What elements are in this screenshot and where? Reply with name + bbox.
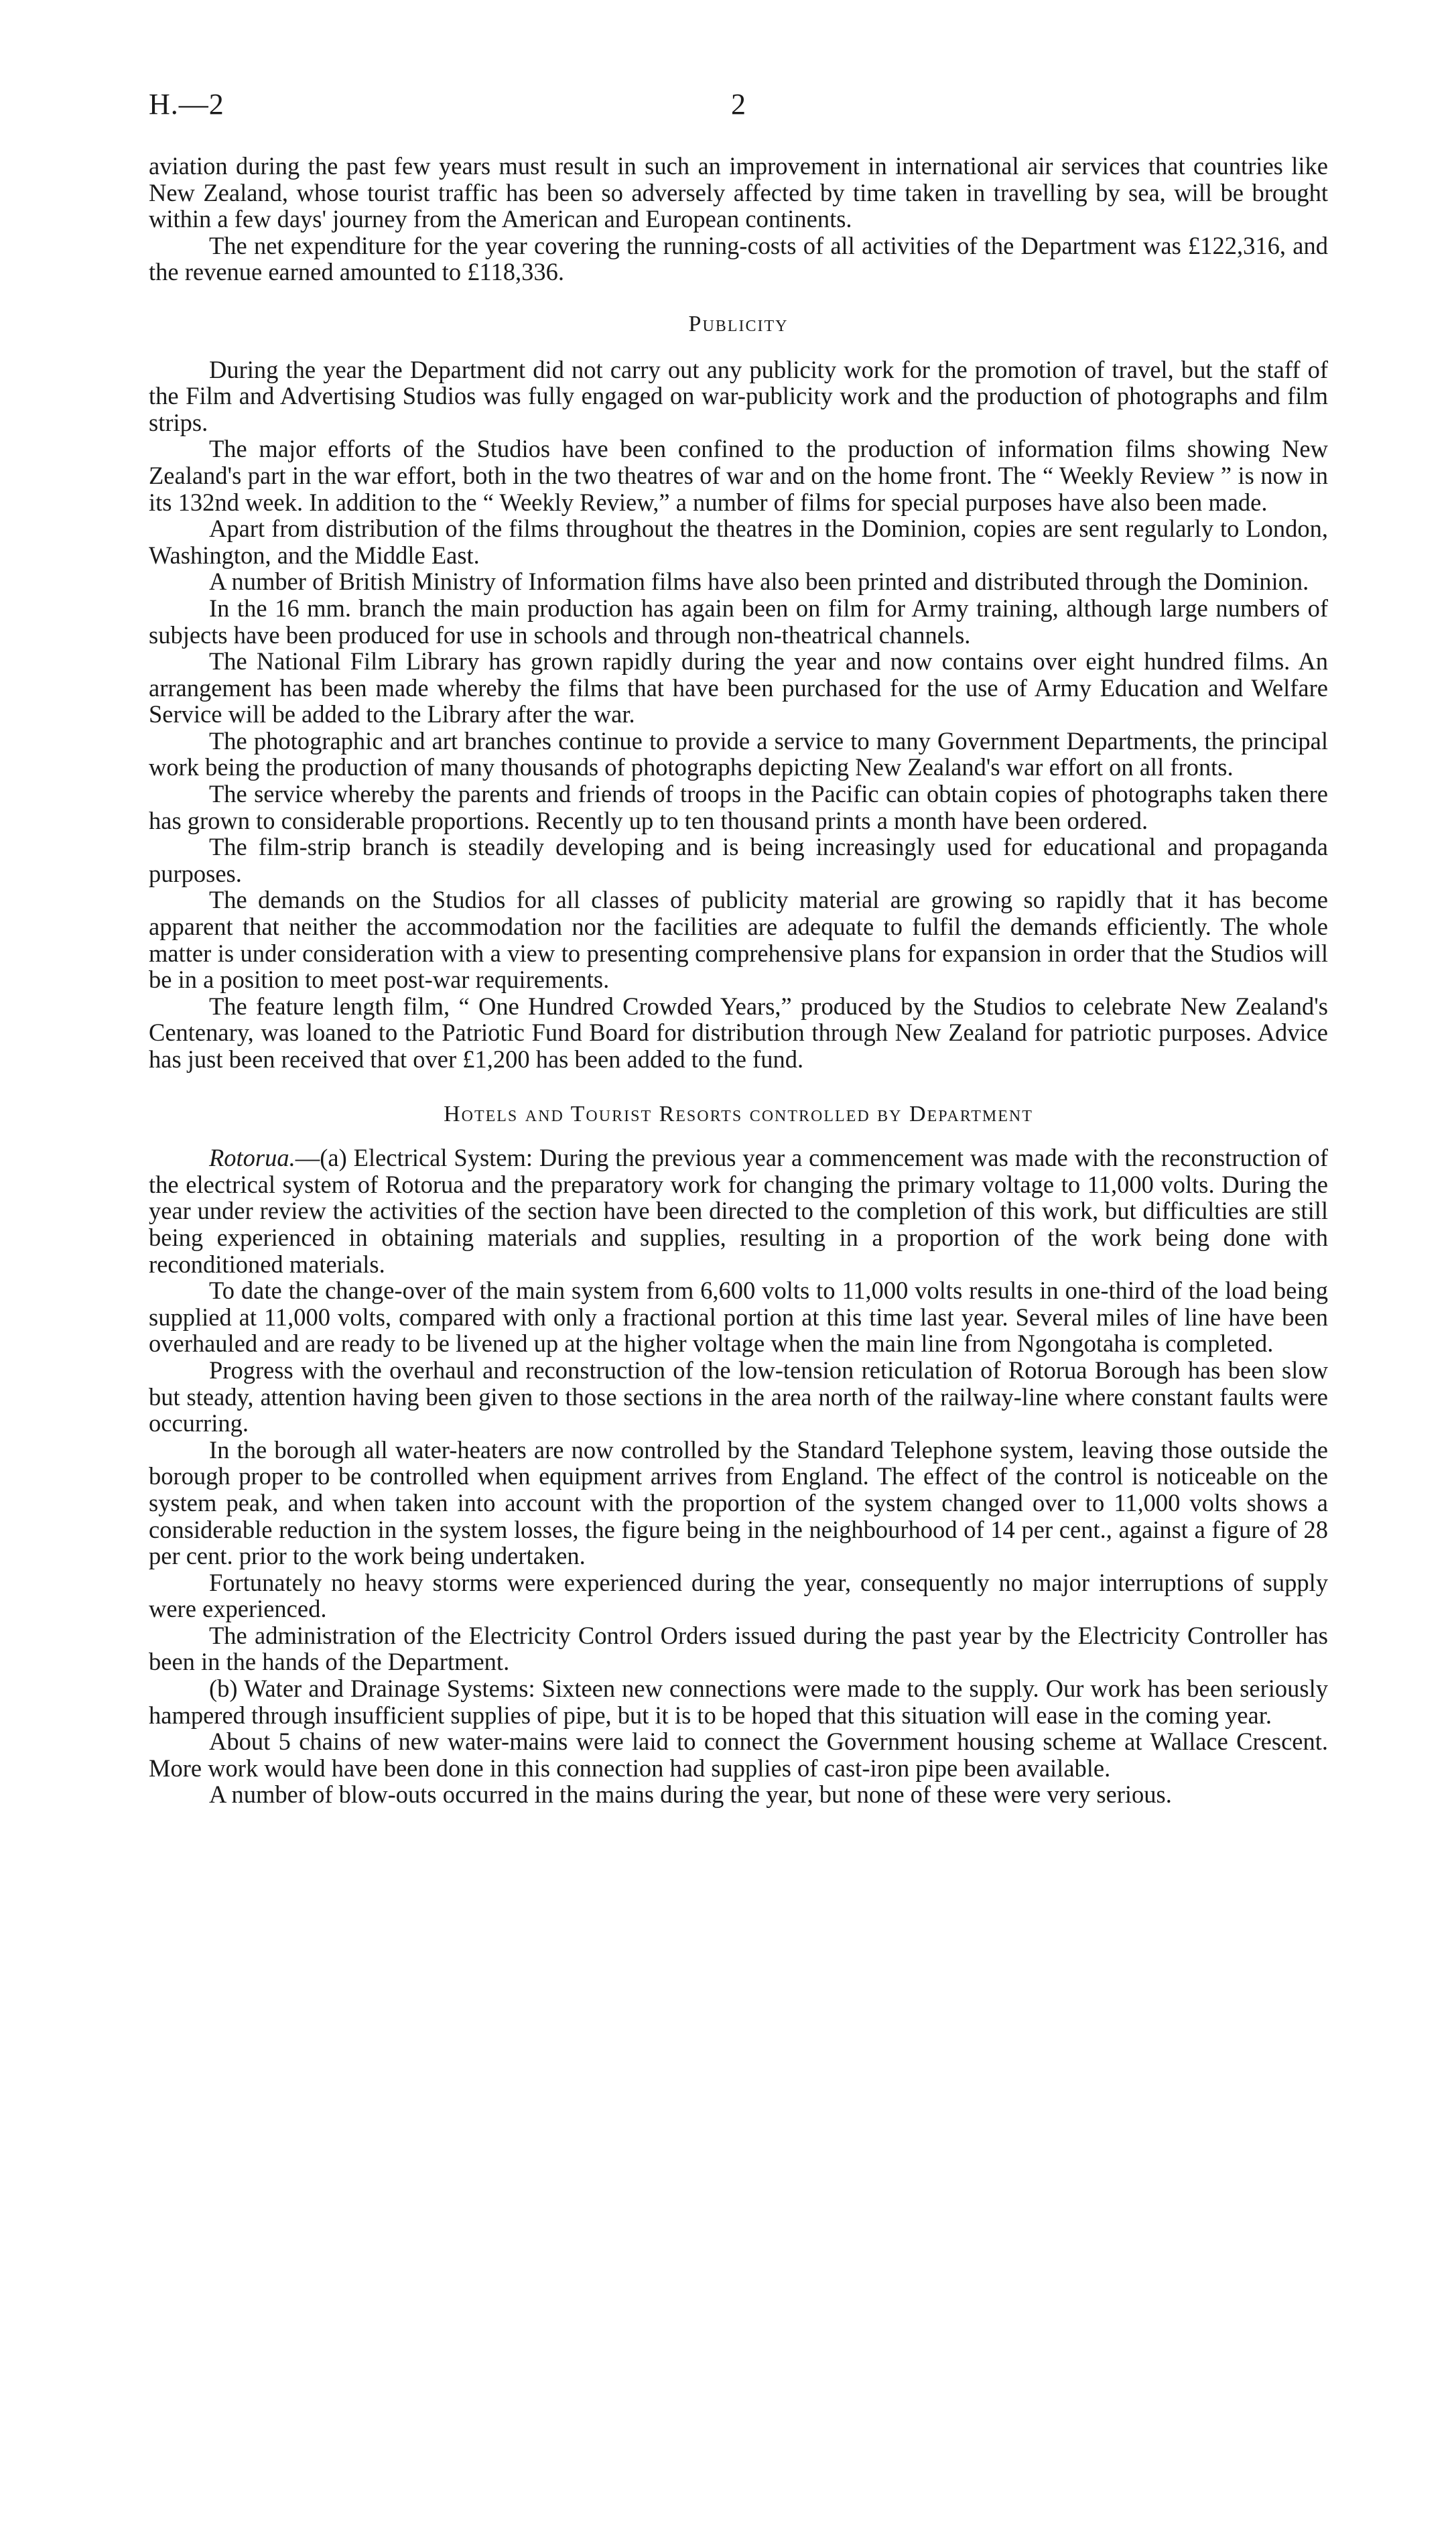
hotels-paragraph: A number of blow-outs occurred in the mains during the year, but none of these were very serious.	[209, 1781, 1172, 1809]
page-header	[149, 87, 1328, 127]
hotels-paragraph: The administration of the Electricity Control Orders issued during the past year by the Electricity Controller has been in the hands of the Department.	[149, 1621, 1328, 1676]
publicity-paragraph: Apart from distribution of the films throughout the theatres in the Dominion, copies are sent regularly to London, Washington, and the Middle East.	[149, 515, 1328, 569]
hotels-paragraph: In the borough all water-heaters are now controlled by the Standard Telephone system, leaving those outside the borough proper to be controlled when equipment arrives from England. The effect of the control is noticeable on the system peak, and when taken into account with the proportion of the system changed over to 11,000 volts shows a considerable reduction in the system losses, the figure being in the neighbourhood of 14 per cent., against a figure of 28 per cent. prior to the work being undertaken.	[149, 1435, 1328, 1570]
section-heading-publicity: Publicity	[688, 311, 789, 336]
intro-paragraph-expenditure: The net expenditure for the year covering the running-costs of all activities of the Department was £122,316, and the revenue earned amounted to £118,336.	[149, 231, 1328, 286]
publicity-paragraph: The service whereby the parents and friends of troops in the Pacific can obtain copies of photographs taken there has grown to considerable proportions. Recently up to ten thousand prints a month have been ordered.	[149, 780, 1328, 834]
publicity-paragraph: During the year the Department did not carry out any publicity work for the promotion of travel, but the staff of the Film and Advertising Studios was fully engaged on war-publicity work and the production of photographs and film strips.	[149, 355, 1328, 436]
report-code: H.—2	[149, 88, 224, 121]
publicity-paragraph: The photographic and art branches continue to provide a service to many Government Departments, the principal work being the production of many thousands of photographs depicting New Zealand's war effort on all fronts.	[149, 726, 1328, 781]
hotels-paragraph: To date the change-over of the main system from 6,600 volts to 11,000 volts results in one-third of the load being supplied at 11,000 volts, compared with only a fractional portion at this time last year. Several miles of line have been overhauled and are ready to be livened up at the higher voltage when the main line from Ngongotaha is completed.	[149, 1277, 1328, 1358]
hotels-paragraph: Progress with the overhaul and reconstruction of the low-tension reticulation of Rotorua Borough has been slow but steady, attention having been given to those sections in the area north of the railway-line where constant faults were occurring.	[149, 1356, 1328, 1437]
publicity-paragraph: The demands on the Studios for all classes of publicity material are growing so rapidly that it has become apparent that neither the accommodation nor the facilities are adequate to fulfil the demands efficiently. The whole matter is under consideration with a view to presenting comprehensive plans for expansion in order that the Studios will be in a position to meet post-war requirements.	[149, 886, 1328, 994]
body-text	[149, 153, 1328, 1808]
hotels-paragraph: Fortunately no heavy storms were experienced during the year, consequently no major interruptions of supply were experienced.	[149, 1568, 1328, 1623]
publicity-paragraph: The major efforts of the Studios have been confined to the production of information films showing New Zealand's part in the war effort, both in the two theatres of war and on the home front. The “ Weekly Review ” is now in its 132nd week. In addition to the “ Weekly Review,” a number of films for special purposes have also been made.	[149, 435, 1328, 516]
hotels-paragraph: About 5 chains of new water-mains were laid to connect the Government housing scheme at Wallace Crescent. More work would have been done in this connection had supplies of cast-iron pipe been available.	[149, 1728, 1328, 1782]
rotorua-text: —(a) Electrical System: During the previous year a commencement was made with the reconstruction of the electrical system of Rotorua and the preparatory work for changing the primary voltage to 11,000 volts. During the year under review the activities of the section have been directed to the completion of this work, but difficulties are still being experienced in obtaining materials and supplies, resulting in a proportion of the work being done with reconditioned materials.	[149, 1144, 1328, 1278]
rotorua-paragraph	[149, 1145, 1328, 1277]
page-number: 2	[731, 88, 746, 121]
publicity-paragraph: In the 16 mm. branch the main production has again been on film for Army training, although large numbers of subjects have been produced for use in schools and through non-theatrical channels.	[149, 594, 1328, 649]
intro-paragraph-continued: aviation during the past few years must result in such an improvement in international air services that countries like New Zealand, whose tourist traffic has been so adversely affected by time taken in travelling by sea, will be brought within a few days' journey from the American and European continents.	[149, 152, 1328, 233]
section-heading-hotels: Hotels and Tourist Resorts controlled by Department	[444, 1101, 1033, 1126]
hotels-paragraph: (b) Water and Drainage Systems: Sixteen new connections were made to the supply. Our work has been seriously hampered through insufficient supplies of pipe, but it is to be hoped that this situation will ease in the coming year.	[149, 1675, 1328, 1729]
publicity-paragraph: The feature length film, “ One Hundred Crowded Years,” produced by the Studios to celebrate New Zealand's Centenary, was loaned to the Patriotic Fund Board for distribution through New Zealand for patriotic purposes. Advice has just been received that over £1,200 has been added to the fund.	[149, 992, 1328, 1073]
publicity-paragraph: A number of British Ministry of Information films have also been printed and distributed through the Dominion.	[209, 568, 1309, 596]
rotorua-lead: Rotorua.	[209, 1144, 295, 1172]
publicity-paragraph: The National Film Library has grown rapidly during the year and now contains over eight hundred films. An arrangement has been made whereby the films that have been purchased for the use of Army Education and Welfare Service will be added to the Library after the war.	[149, 647, 1328, 728]
publicity-paragraph: The film-strip branch is steadily developing and is being increasingly used for educational and propaganda purposes.	[149, 833, 1328, 887]
